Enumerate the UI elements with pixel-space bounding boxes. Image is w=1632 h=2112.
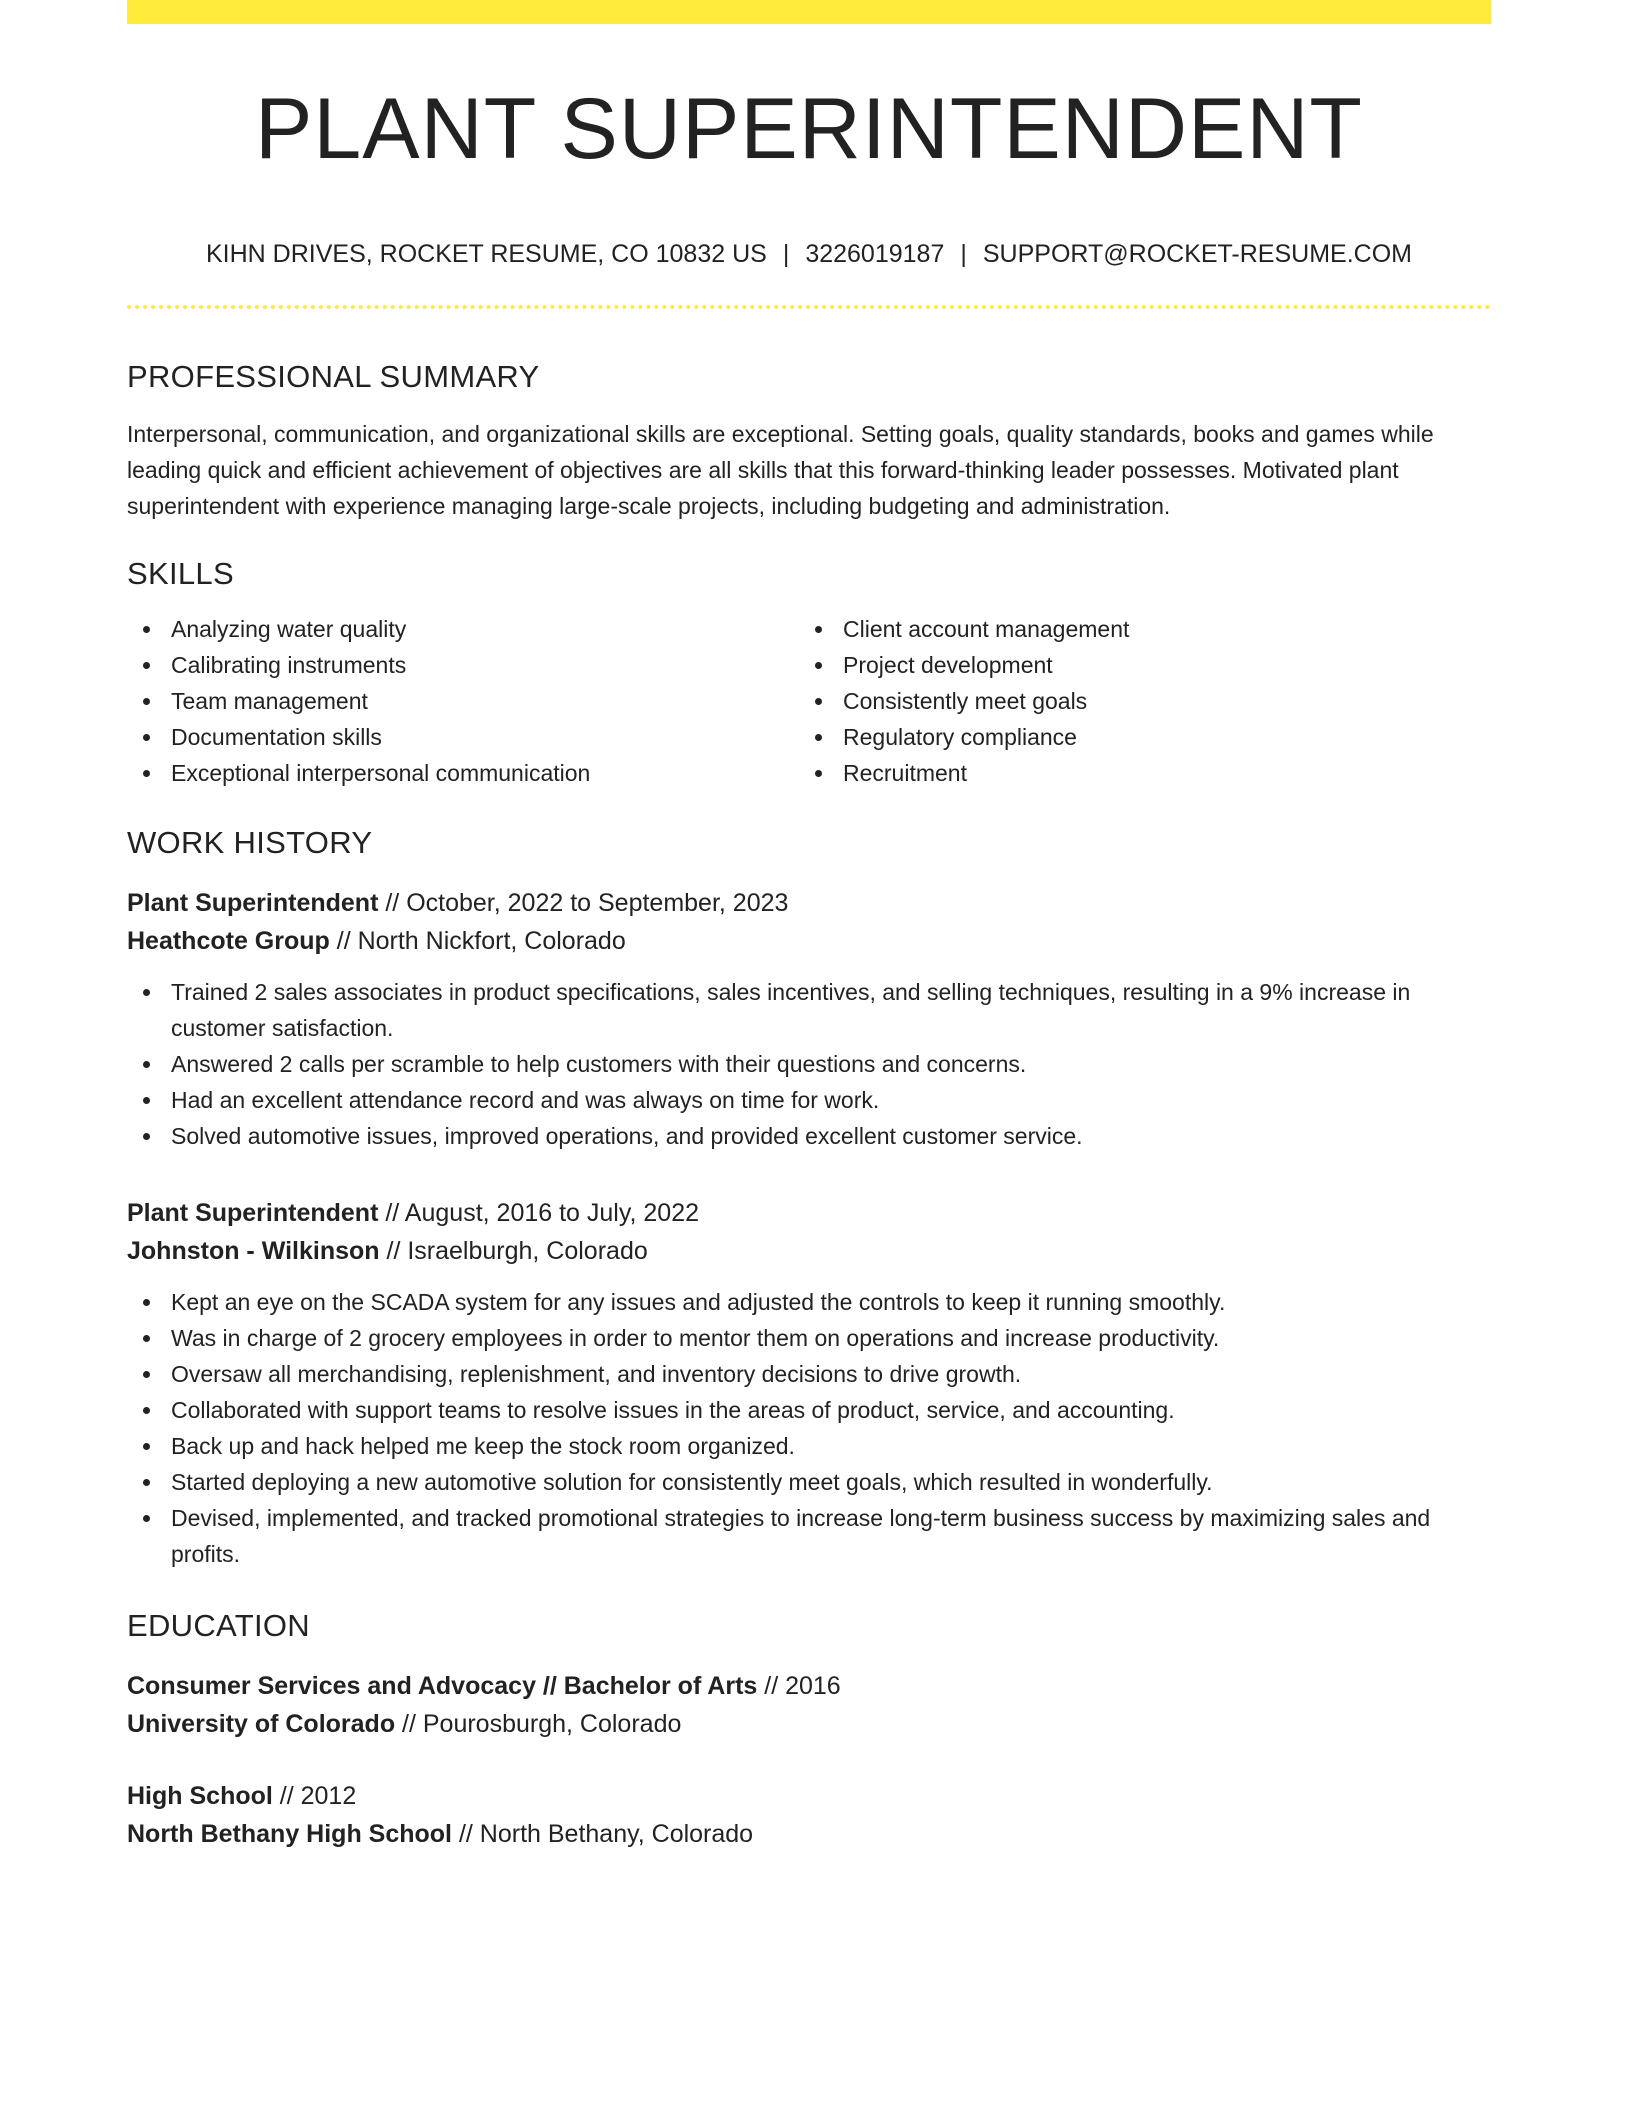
- job-role: Plant Superintendent: [127, 1199, 379, 1227]
- education-degree-line: [127, 1667, 1491, 1705]
- education-entry: [127, 1667, 1491, 1743]
- education-location: // Pourosburgh, Colorado: [395, 1710, 682, 1738]
- skills-columns: [127, 611, 1491, 791]
- contact-separator: |: [782, 240, 790, 268]
- education-school-line: [127, 1705, 1491, 1743]
- job-dates: // October, 2022 to September, 2023: [378, 889, 789, 917]
- job-bullet: Oversaw all merchandising, replenishment, and inventory decisions to drive growth.: [127, 1356, 1491, 1392]
- contact-email: SUPPORT@ROCKET-RESUME.COM: [982, 240, 1412, 268]
- resume-page: [127, 0, 1491, 1853]
- contact-line: [127, 242, 1491, 267]
- job-bullets: [127, 1284, 1491, 1572]
- job-role: Plant Superintendent: [127, 889, 379, 917]
- job-location: // Israelburgh, Colorado: [379, 1237, 648, 1265]
- summary-text: Interpersonal, communication, and organizational skills are exceptional. Setting goals, quality standards, books and games while leading quick and efficient achievement of objectives are all skills that this forward-thinking leader possesses. Motivated plant superintendent with experience managing large-scale projects, including budgeting and administration.: [127, 421, 1434, 519]
- education-entry: [127, 1777, 1491, 1853]
- education-school: University of Colorado: [127, 1710, 396, 1738]
- job-company-line: [127, 1232, 1491, 1270]
- skill-item: Consistently meet goals: [799, 683, 1471, 719]
- job-bullet: Had an excellent attendance record and was always on time for work.: [127, 1082, 1491, 1118]
- job-bullet: Back up and hack helped me keep the stock room organized.: [127, 1428, 1491, 1464]
- job-entry: [127, 884, 1491, 1154]
- job-bullet: Kept an eye on the SCADA system for any issues and adjusted the controls to keep it running smoothly.: [127, 1284, 1491, 1320]
- job-bullet: Was in charge of 2 grocery employees in order to mentor them on operations and increase productivity.: [127, 1320, 1491, 1356]
- job-bullet: Answered 2 calls per scramble to help customers with their questions and concerns.: [127, 1046, 1491, 1082]
- education-degree: Consumer Services and Advocacy // Bachelor of Arts: [127, 1672, 758, 1700]
- job-bullet: Devised, implemented, and tracked promotional strategies to increase long-term business success by maximizing sales and profits.: [127, 1500, 1491, 1572]
- education-location: // North Bethany, Colorado: [452, 1820, 754, 1848]
- section-title-skills: SKILLS: [127, 556, 234, 591]
- skill-item: Calibrating instruments: [127, 647, 799, 683]
- skill-item: Client account management: [799, 611, 1471, 647]
- skill-item: Exceptional interpersonal communication: [127, 755, 799, 791]
- job-title-line: [127, 884, 1491, 922]
- skill-item: Regulatory compliance: [799, 719, 1471, 755]
- skills-column-right: [799, 611, 1471, 791]
- job-dates: // August, 2016 to July, 2022: [378, 1199, 699, 1227]
- contact-phone: 3226019187: [805, 240, 945, 268]
- section-title-work-history: WORK HISTORY: [127, 825, 373, 860]
- job-bullet: Solved automotive issues, improved operations, and provided excellent customer service.: [127, 1118, 1491, 1154]
- section-title-summary: PROFESSIONAL SUMMARY: [127, 359, 540, 394]
- education-degree: High School: [127, 1782, 273, 1810]
- job-location: // North Nickfort, Colorado: [329, 927, 626, 955]
- job-bullet: Collaborated with support teams to resolve issues in the areas of product, service, and accounting.: [127, 1392, 1491, 1428]
- skill-item: Project development: [799, 647, 1471, 683]
- job-title-line: [127, 1194, 1491, 1232]
- job-bullet: Trained 2 sales associates in product specifications, sales incentives, and selling techniques, resulting in a 9% increase in customer satisfaction.: [127, 974, 1491, 1046]
- job-company: Johnston - Wilkinson: [127, 1237, 380, 1265]
- skills-column-left: [127, 611, 799, 791]
- dotted-divider: [127, 305, 1491, 309]
- top-accent-bar: [127, 0, 1491, 24]
- job-bullets: [127, 974, 1491, 1154]
- education-degree-line: [127, 1777, 1491, 1815]
- contact-separator: |: [960, 240, 967, 268]
- job-entry: [127, 1194, 1491, 1572]
- education-year: // 2012: [272, 1782, 357, 1810]
- contact-address: KIHN DRIVES, ROCKET RESUME, CO 10832 US: [206, 240, 767, 268]
- skill-item: Recruitment: [799, 755, 1471, 791]
- education-school-line: [127, 1815, 1491, 1853]
- skill-item: Documentation skills: [127, 719, 799, 755]
- education-year: // 2016: [757, 1672, 841, 1700]
- skill-item: Analyzing water quality: [127, 611, 799, 647]
- job-company: Heathcote Group: [127, 927, 330, 955]
- resume-name-title: PLANT SUPERINTENDENT: [255, 81, 1363, 177]
- skill-item: Team management: [127, 683, 799, 719]
- job-bullet: Started deploying a new automotive solution for consistently meet goals, which resulted in wonderfully.: [127, 1464, 1491, 1500]
- job-company-line: [127, 922, 1491, 960]
- education-school: North Bethany High School: [127, 1820, 452, 1848]
- section-title-education: EDUCATION: [127, 1608, 310, 1643]
